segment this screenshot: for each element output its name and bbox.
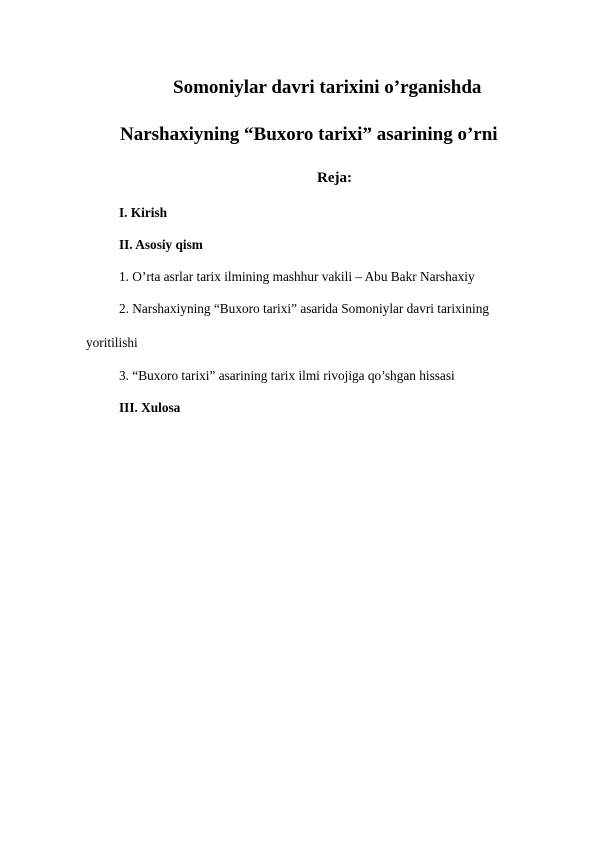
- plan-heading: Reja:: [317, 170, 352, 186]
- plan-item-main-part: II. Asosiy qism: [119, 237, 203, 252]
- document-title-line-1: Somoniylar davri tarixini o’rganishda: [173, 77, 482, 98]
- plan-item-conclusion: III. Xulosa: [119, 400, 181, 415]
- plan-item-introduction: I. Kirish: [119, 205, 168, 220]
- document-title-line-2: Narshaxiyning “Buxoro tarixi” asarining o’rni: [120, 124, 498, 145]
- plan-item-1: 1. O’rta asrlar tarix ilmining mashhur vakili – Abu Bakr Narshaxiy: [119, 269, 475, 284]
- plan-item-2-continuation: yoritilishi: [86, 335, 138, 350]
- plan-item-3: 3. “Buxoro tarixi” asarining tarix ilmi rivojiga qo’shgan hissasi: [119, 368, 455, 383]
- plan-item-2: 2. Narshaxiyning “Buxoro tarixi” asarida Somoniylar davri tarixining: [119, 301, 490, 316]
